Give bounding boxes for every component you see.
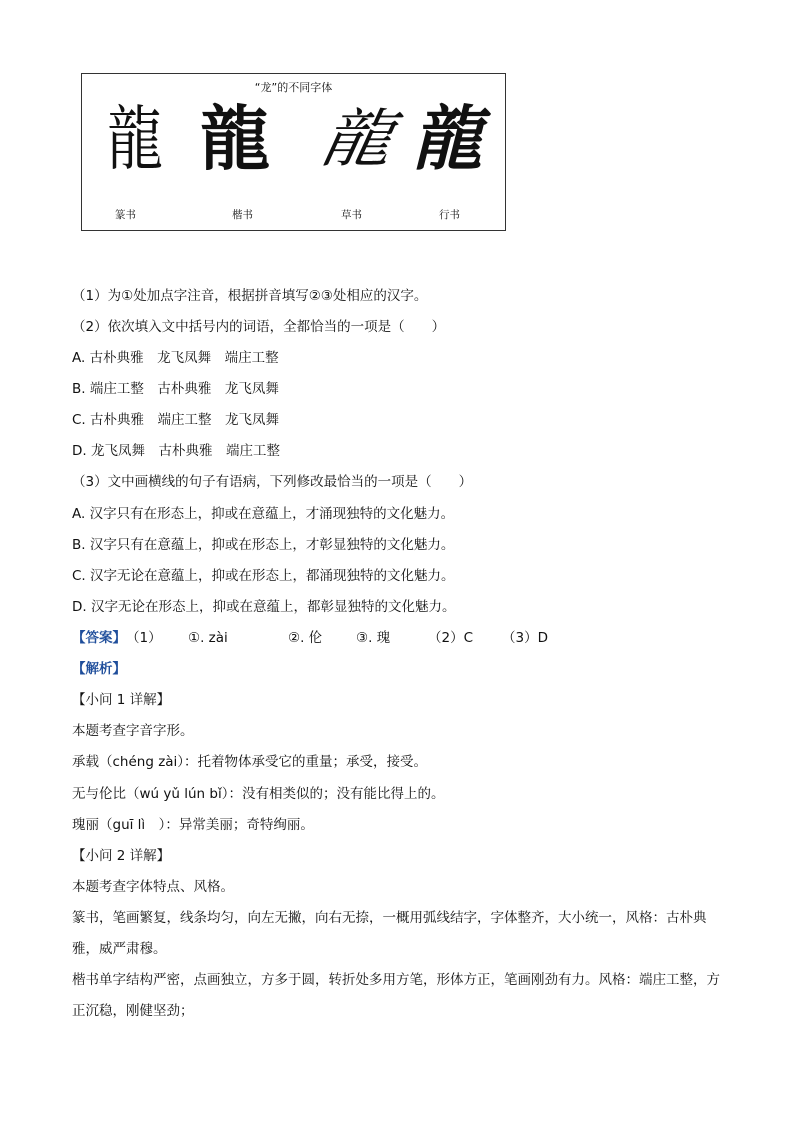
question-1: （1）为①处加点字注音，根据拼音填写②③处相应的汉字。: [72, 288, 428, 304]
section-1-line-3: 无与伦比（wú yǔ lún bǐ）：没有相类似的；没有能比得上的。: [72, 786, 445, 802]
question-3-option-a: A. 汉字只有在形态上，抑或在意蕴上，才涌现独特的文化魅力。: [72, 506, 455, 522]
section-1-line-2: 承载（chéng zài）：托着物体承受它的重量；承受，接受。: [72, 754, 428, 770]
seal-script-glyph: 龍: [107, 98, 163, 180]
seal-script-label: 篆书: [115, 209, 136, 221]
section-1-title: 【小问 1 详解】: [72, 692, 171, 708]
section-2-paragraph-1: 篆书，笔画繁复，线条均匀，向左无撇，向右无捺，一概用弧线结字，字体整齐，大小统一，风格：古朴典雅，威严肃穆。: [72, 910, 707, 957]
answer-part-1-a: ①. zài: [188, 630, 228, 646]
question-3-stem: （3）文中画横线的句子有语病，下列修改最恰当的一项是（ ）: [72, 474, 473, 490]
section-1-line-4: 瑰丽（guī lì ）：异常美丽；奇特绚丽。: [72, 817, 314, 833]
question-3-option-b: B. 汉字只有在意蕴上，抑或在形态上，才彰显独特的文化魅力。: [72, 537, 455, 553]
question-2-option-c: C. 古朴典雅 端庄工整 龙飞凤舞: [72, 412, 280, 428]
question-2-stem: （2）依次填入文中括号内的词语，全都恰当的一项是（ ）: [72, 319, 446, 335]
answer-line: [72, 628, 548, 648]
regular-script-label: 楷书: [232, 209, 253, 221]
running-script-glyph: 龍: [412, 97, 482, 180]
running-script-label: 行书: [439, 209, 460, 221]
answer-part-3: （3）D: [502, 630, 548, 646]
answer-part-2: （2）C: [428, 630, 474, 646]
section-2-intro: 本题考查字体特点、风格。: [72, 879, 234, 895]
question-3-option-d: D. 汉字无论在形态上，抑或在意蕴上，都彰显独特的文化魅力。: [72, 599, 456, 615]
analysis-label: 【解析】: [72, 661, 126, 677]
cursive-script-label: 草书: [341, 209, 362, 221]
cursive-script-glyph: 龍: [315, 102, 399, 176]
section-2-paragraph-2: 楷书单字结构严密，点画独立，方多于圆，转折处多用方笔，形体方正，笔画刚劲有力。风格：端庄工整，方正沉稳，刚健坚劲；: [72, 972, 720, 1019]
figure-caption: “龙”的不同字体: [254, 81, 333, 94]
question-2-option-d: D. 龙飞凤舞 古朴典雅 端庄工整: [72, 443, 280, 459]
answer-label: 【答案】: [72, 630, 126, 646]
section-2-title: 【小问 2 详解】: [72, 848, 171, 864]
answer-part-1-b: ②. 伦: [288, 630, 323, 646]
regular-script-glyph: 龍: [200, 97, 270, 180]
answer-part-1-c: ③. 瑰: [356, 630, 391, 646]
question-2-option-b: B. 端庄工整 古朴典雅 龙飞凤舞: [72, 381, 279, 397]
question-3-option-c: C. 汉字无论在意蕴上，抑或在形态上，都涌现独特的文化魅力。: [72, 568, 455, 584]
question-2-option-a: A. 古朴典雅 龙飞凤舞 端庄工整: [72, 350, 279, 366]
section-1-line-1: 本题考查字音字形。: [72, 723, 194, 739]
answer-part-1: （1）: [126, 630, 162, 646]
font-comparison-figure: [81, 73, 506, 231]
